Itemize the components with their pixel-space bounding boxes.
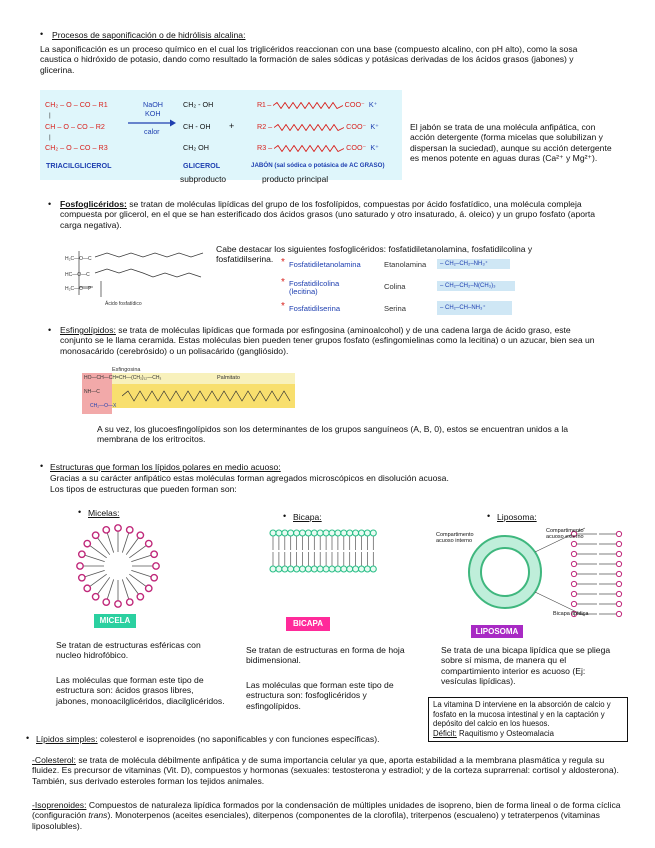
label-glycerol: GLICEROL [183, 161, 221, 170]
bullet: • [26, 733, 30, 743]
label-main-product: producto principal [262, 174, 329, 184]
triacyl-row-1: CH₂ – O – CO – R1 [45, 100, 108, 109]
isoprenoids-trans: trans [88, 810, 108, 821]
asterisk-icon: * [281, 277, 285, 288]
bullet: • [78, 507, 82, 517]
polar-head [103, 599, 109, 605]
polar-head [353, 530, 359, 536]
glycosphingolipids-text: A su vez, los glucoesfingolípidos son los determinantes de los grupos sanguíneos (A, B, 0), estos se encuentran unidos a la membrana de los eritrocitos. [97, 424, 569, 445]
polar-head [616, 541, 621, 546]
polar-head [317, 530, 323, 536]
liposome-desc: Se trata de una bicapa lipídica que se pliega sobre sí misma, de manera qu el compartimiento interior es acuoso (Ej: vesículas lipídicas). [441, 645, 611, 687]
cholesterol-text: se trata de molécula débilmente anfipática y de suma importancia celular ya que, aporta estabilidad a la membrana plasmática y regula su fluidez. Es precursor de vitaminas (Vit. D), compuestos y hormonas (sexuales: testosterona y estradiol; y de la corteza suprarrenal: cortisol y aldosterona). También, sus derivado esteroles forman los tejidos animales. [32, 755, 619, 786]
polar-head [616, 571, 621, 576]
polar-head [137, 594, 143, 600]
liposome-tag: LIPOSOMA [471, 625, 523, 638]
polar-head [329, 566, 335, 572]
polar-head [84, 540, 90, 546]
ceramide-diagram [82, 367, 295, 414]
fatty-acid-chain [122, 387, 292, 405]
polar-head [153, 563, 159, 569]
polar-head [571, 571, 576, 576]
polar-head [329, 530, 335, 536]
x-group: CH₂—O—X [90, 403, 117, 409]
table-cell-formula: – CH₂–CH₂–NH₃⁺ [437, 259, 510, 269]
polar-head [276, 530, 282, 536]
liposome-title: Liposoma: [497, 512, 537, 522]
polar-head [103, 527, 109, 533]
polar-head [127, 599, 133, 605]
table-cell-formula: – CH₂–CH₂–N(CH₃)₃ [437, 281, 515, 291]
polar-head [137, 532, 143, 538]
reaction-heat: calor [144, 127, 160, 136]
bullet: • [283, 511, 287, 521]
polar-head [77, 563, 83, 569]
polar-head [311, 566, 317, 572]
polar-head [335, 530, 341, 536]
sphingolipids-text: se trata de moléculas lipídicas que formada por esfingosina (aminoalcohol) y de una cadena larga de ácido graso, este conjunto se le llama ceramida. Estas moléculas bien pueden tener grupos fosfato (esfingomielinas como la lecitina) o un azucar, bien sea un monosacárido (cerebrósido) o un polisacárido (gangliósido). [60, 325, 595, 356]
soap-row-2: R2 – COO⁻ K⁺ [257, 122, 379, 131]
polar-head [335, 566, 341, 572]
fatty-acid-label: Palmitato [217, 375, 240, 381]
polar-head [294, 566, 300, 572]
deficit-text: Raquitismo y Osteomalacia [456, 729, 554, 739]
amide-bond: NH—C [84, 389, 100, 395]
polar-head [359, 530, 365, 536]
micelle-diagram [72, 520, 164, 612]
polar-head [364, 530, 370, 536]
polar-head [370, 530, 376, 536]
polar-head [305, 530, 311, 536]
polar-head [616, 601, 621, 606]
svg-text:HC—O—C: HC—O—C [65, 272, 90, 278]
isoprenoids-label: -Isoprenoides: [32, 800, 87, 810]
phosphatidic-acid-diagram [65, 245, 210, 307]
sphingosine-label: Esfingosina [112, 367, 141, 373]
simple-lipids-paragraph [36, 734, 436, 744]
reagent-koh: KOH [145, 109, 161, 118]
polar-head [282, 530, 288, 536]
bilayer-title: Bicapa: [293, 512, 322, 522]
micelles-title: Micelas: [88, 508, 120, 518]
asterisk-icon: * [281, 301, 285, 312]
polar-head [127, 527, 133, 533]
bilayer-diagram [268, 526, 378, 576]
polar-head [288, 530, 294, 536]
triacyl-row-2: CH – O – CO – R2 [45, 122, 105, 131]
plus-sign: + [229, 121, 235, 131]
isoprenoids-paragraph [32, 800, 622, 831]
polar-head [92, 594, 98, 600]
polar-head [323, 566, 329, 572]
polar-head [571, 551, 576, 556]
table-cell-group: Colina [384, 282, 406, 291]
polar-head [571, 601, 576, 606]
polar-head [347, 530, 353, 536]
cholesterol-paragraph [32, 755, 622, 786]
polar-head [616, 531, 621, 536]
polar-head [571, 541, 576, 546]
simple-lipids-text: colesterol e isoprenoides (no saponificables y con funciones específicas). [97, 734, 380, 744]
glycerol-row-1: CH₂ - OH [183, 100, 214, 109]
polar-head [146, 540, 152, 546]
polar-head [79, 575, 85, 581]
bullet: • [40, 29, 44, 39]
table-row [281, 277, 537, 299]
label-soap: JABÓN (sal sódica o potásica de AC GRASO) [251, 162, 385, 169]
sphingolipids-paragraph [60, 325, 600, 356]
polar-head [300, 530, 306, 536]
polar-head [353, 566, 359, 572]
micelle-tag: MICELA [94, 614, 136, 628]
saponification-heading: Procesos de saponificación o de hidrólisis alcalina: [52, 30, 246, 40]
outer-compartment-label: Compartimento acuoso externo [546, 528, 584, 541]
sphingosine-formula: HO—CH—CH=CH—(CH₂)₁₂—CH₃ [84, 375, 162, 381]
table-cell-name: Fosfatidiletanolamina [289, 260, 361, 269]
bilayer-tag: BICAPA [286, 617, 330, 631]
soap-description: El jabón se trata de una molécula anfipática, con acción detergente (forma micelas que solubilizan y dispersan la suciedad), aunque su acción detergente es menos potente en aguas duras (Ca²⁺ y Mg²⁺). [410, 122, 612, 164]
polar-head [317, 566, 323, 572]
polar-head [571, 561, 576, 566]
label-byproduct: subproducto [180, 174, 227, 184]
phosphoglycerides-note: Cabe destacar los siguientes fosfoglicéridos: fosfatidiletanolamina, fosfatidilcolina y fosfatidilserina. [216, 244, 533, 265]
polar-head [364, 566, 370, 572]
vitamin-d-text: La vitamina D interviene en la absorción de calcio y fosfato en la mucosa intestinal y en la captación y depósito del calcio en los huesos. [433, 700, 611, 729]
polar-head [151, 551, 157, 557]
polar-head [288, 566, 294, 572]
phosphatidic-acid-label: Ácido fosfatídico [105, 301, 142, 307]
phosphoglycerides-text: se tratan de moléculas lipídicas del grupo de los fosfolípidos, compuestas por ácido fosfatídico, una molécula compleja compuesta por glicerol, en el que se han esterificado dos ácidos grasos (uno saturado y otro insaturado, á. oleico) y un grupo fosfato (aporta carga negativa). [60, 199, 596, 230]
micelle-desc-2: Las moléculas que forman este tipo de estructura son: ácidos grasos libres, jabones, monoacilglicéridos, diacilglicéridos. [56, 675, 225, 706]
polar-head [79, 551, 85, 557]
polar-head [92, 532, 98, 538]
polar-head [146, 585, 152, 591]
polar-head [616, 561, 621, 566]
soap-row-3: R3 – COO⁻ K⁺ [257, 143, 379, 152]
phosphoglycerides-paragraph [60, 199, 600, 230]
bullet: • [48, 199, 52, 209]
saponification-text: La saponificación es un proceso químico en el cual los triglicéridos reaccionan con una base (compuesto alcalino, con pH alto), como la sosa caustica o hidróxido de potasio, dando como resultado la formación de sales sódicas y potásicas derivadas de los ácidos grasos (jabones) y glicerina. [40, 44, 578, 75]
simple-lipids-heading: Lípidos simples: [36, 734, 98, 744]
bilayer-desc-1: Se tratan de estructuras en forma de hoja bidimensional. [246, 645, 405, 666]
bond-line: | [49, 112, 51, 119]
polar-head [616, 591, 621, 596]
cholesterol-label: -Colesterol: [32, 755, 76, 765]
svg-text:H₂C—O—C: H₂C—O—C [65, 256, 92, 262]
structures-intro-1: Gracias a su carácter anfipático estas moléculas forman agregados microscópicos en disolución acuosa. [50, 473, 449, 483]
isoprenoids-text-1: Compuestos de naturaleza lipídica formados por la condensación de múltiples unidades de isopreno, bien de forma lineal o de forma cíclica (configuración [32, 800, 621, 821]
polar-head [270, 530, 276, 536]
svg-text:H₂C—O—P: H₂C—O—P [65, 286, 92, 292]
polar-head [311, 530, 317, 536]
table-cell-formula: – CH₂–CH–NH₃⁺ [437, 301, 512, 315]
glycerol-row-2: CH - OH [183, 122, 211, 131]
polar-head [115, 601, 121, 607]
polar-head [270, 566, 276, 572]
polar-head [276, 566, 282, 572]
polar-head [300, 566, 306, 572]
table-row [281, 301, 537, 319]
phosphoglycerides-heading: Fosfoglicéridos: [60, 199, 127, 209]
asterisk-icon: * [281, 257, 285, 268]
inner-compartment-label: Compartimento acuoso interno [436, 532, 474, 545]
polar-head [571, 591, 576, 596]
table-cell-group: Serina [384, 304, 406, 313]
reagent-naoh: NaOH [143, 100, 163, 109]
structures-intro-2: Los tipos de estructuras que pueden forman son: [50, 484, 237, 494]
inner-compartment [481, 548, 529, 596]
polar-head [616, 581, 621, 586]
polar-head [151, 575, 157, 581]
vitamin-d-box [428, 697, 628, 742]
triacyl-row-3: CH₂ – O – CO – R3 [45, 143, 108, 152]
polar-head [571, 581, 576, 586]
bond-line: | [49, 134, 51, 141]
polar-head [347, 566, 353, 572]
polar-head [84, 585, 90, 591]
isoprenoids-text-2: ). Monoterpenos (aceites esenciales), diterpenos (componentes de la clorofila), triterpenos (escualeno) y tetraterpenos (vitaminas liposolubles). [32, 810, 600, 831]
sphingolipids-heading: Esfingolípidos: [60, 325, 116, 335]
label-triacylglycerol: TRIACILGLICEROL [46, 161, 112, 170]
polar-head [282, 566, 288, 572]
micelle-desc-1: Se tratan de estructuras esféricas con nucleo hidrofóbico. [56, 640, 201, 661]
polar-head [359, 566, 365, 572]
table-cell-name: Fosfatidilserina [289, 304, 341, 313]
polar-head [616, 611, 621, 616]
glycerol-row-3: CH₂ OH [183, 143, 209, 152]
bullet: • [48, 325, 52, 335]
structures-heading: Estructuras que forman los lípidos polares en medio acuoso: [50, 462, 281, 472]
deficit-label: Déficit: [433, 729, 457, 739]
table-row [281, 257, 537, 270]
table-cell-group: Etanolamina [384, 260, 427, 269]
lipid-bilayer-label: Bicapa lipídica [553, 611, 589, 617]
table-cell-name: Fosfatidilcolina (lecitina) [289, 279, 340, 297]
bilayer-desc-2: Las moléculas que forman este tipo de estructura son: fosfoglicéridos y esfingolípidos. [246, 680, 394, 711]
polar-head [294, 530, 300, 536]
polar-head [341, 566, 347, 572]
polar-head [616, 551, 621, 556]
bullet: • [487, 511, 491, 521]
polar-head [341, 530, 347, 536]
polar-head [305, 566, 311, 572]
bullet: • [40, 461, 44, 471]
polar-head [323, 530, 329, 536]
polar-head [115, 525, 121, 531]
soap-row-1: R1 – COO⁻ K⁺ [257, 100, 378, 109]
polar-head [370, 566, 376, 572]
